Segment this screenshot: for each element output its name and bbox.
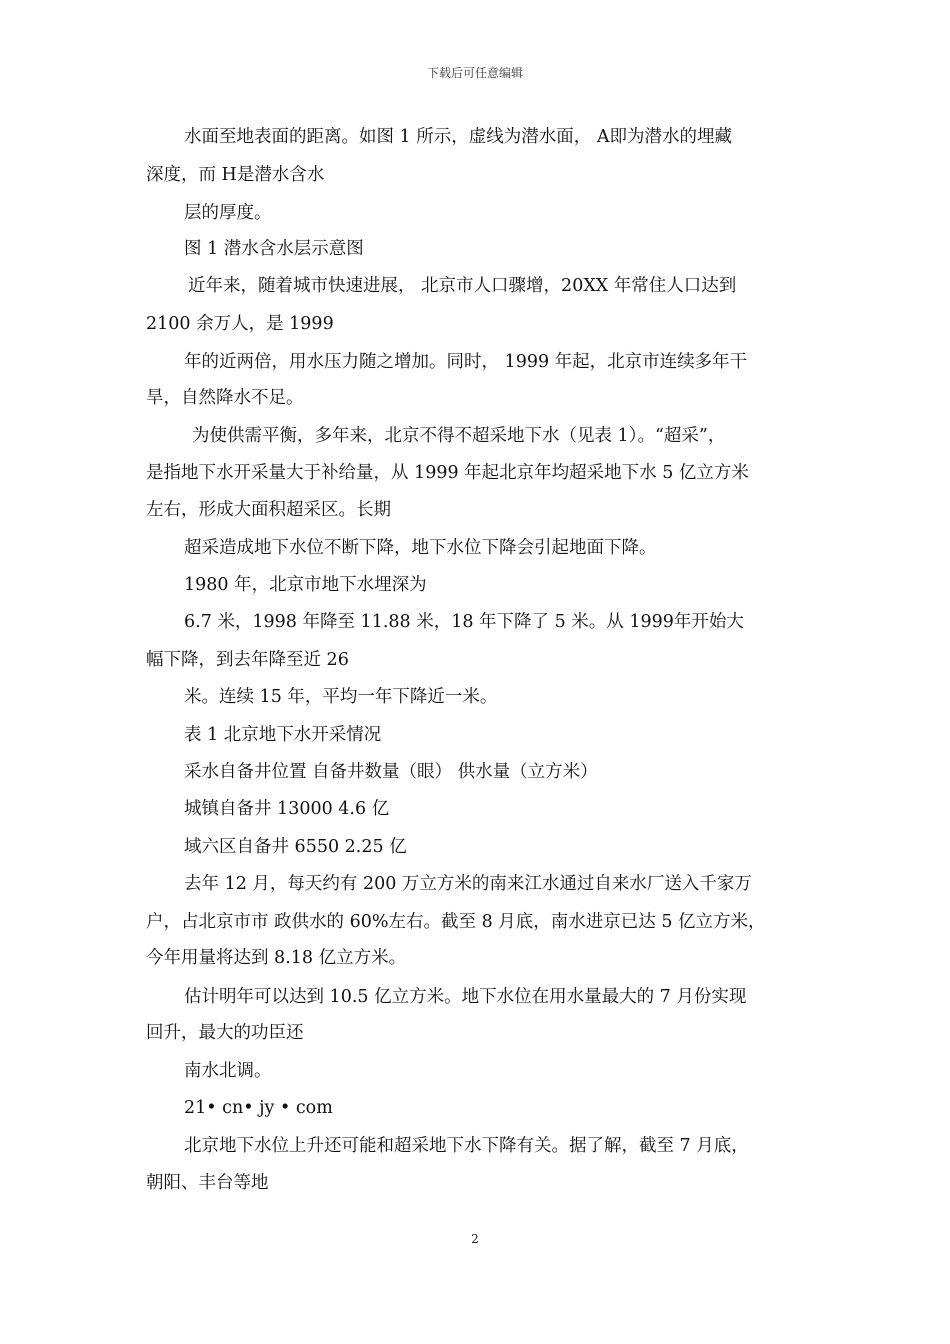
text-line: 深度，而 H是潜水含水 <box>146 165 325 185</box>
header-note: 下载后可任意编辑 <box>426 66 523 80</box>
text-line: 年的近两倍，用水压力随之增加。同时， 1999 年起，北京市连续多年干 <box>184 352 748 372</box>
text-line: 北京地下水位上升还可能和超采地下水下降有关。据了解，截至 7 月底， <box>184 1136 749 1156</box>
text-line: 为使供需平衡，多年来，北京不得不超采地下水（见表 1）。“超采”， <box>192 426 726 446</box>
text-line: 近年来，随着城市快速进展， 北京市人口骤增，20XX 年常住人口达到 <box>188 276 737 296</box>
text-line: 今年用量将达到 8.18 亿立方米。 <box>146 948 407 968</box>
text-line: 南水北调。 <box>184 1061 272 1081</box>
text-line: 2100 余万人，是 1999 <box>146 314 334 334</box>
text-line: 超采造成地下水位不断下降，地下水位下降会引起地面下降。 <box>184 538 657 558</box>
text-line: 去年 12 月，每天约有 200 万立方米的南来江水通过自来水厂送入千家万 <box>184 874 752 894</box>
text-line: 水面至地表面的距离。如图 1 所示，虚线为潜水面， A即为潜水的埋藏 <box>184 127 732 147</box>
text-line: 6.7 米，1998 年降至 11.88 米，18 年下降了 5 米。从 1999年开始大 <box>184 612 744 632</box>
text-line: 米。连续 15 年，平均一年下降近一米。 <box>184 687 498 707</box>
text-line: 左右，形成大面积超采区。长期 <box>146 500 391 520</box>
figure-caption: 图 1 潜水含水层示意图 <box>184 239 364 259</box>
table-row: 城镇自备井 13000 4.6 亿 <box>184 799 390 819</box>
text-line: 朝阳、丰台等地 <box>146 1173 269 1193</box>
text-line: 户，占北京市市 政供水的 60%左右。截至 8 月底，南水进京已达 5 亿立方米， <box>146 912 766 932</box>
text-line: 估计明年可以达到 10.5 亿立方米。地下水位在用水量最大的 7 月份实现 <box>184 987 747 1007</box>
table-header-row: 采水自备井位置 自备井数量（眼） 供水量（立方米） <box>184 762 598 782</box>
table-row: 域六区自备井 6550 2.25 亿 <box>184 837 407 857</box>
text-line: 幅下降，到去年降至近 26 <box>146 650 349 670</box>
table-caption: 表 1 北京地下水开采情况 <box>184 725 382 745</box>
text-line: 旱，自然降水不足。 <box>146 388 304 408</box>
text-line: 回升，最大的功臣还 <box>146 1023 304 1043</box>
text-line: 层的厚度。 <box>184 203 272 223</box>
watermark-text: 21• cn• jy • com <box>184 1098 333 1118</box>
text-line: 是指地下水开采量大于补给量，从 1999 年起北京年均超采地下水 5 亿立方米 <box>146 463 749 483</box>
text-line: 1980 年，北京市地下水埋深为 <box>184 575 427 595</box>
page-number: 2 <box>471 1232 479 1246</box>
